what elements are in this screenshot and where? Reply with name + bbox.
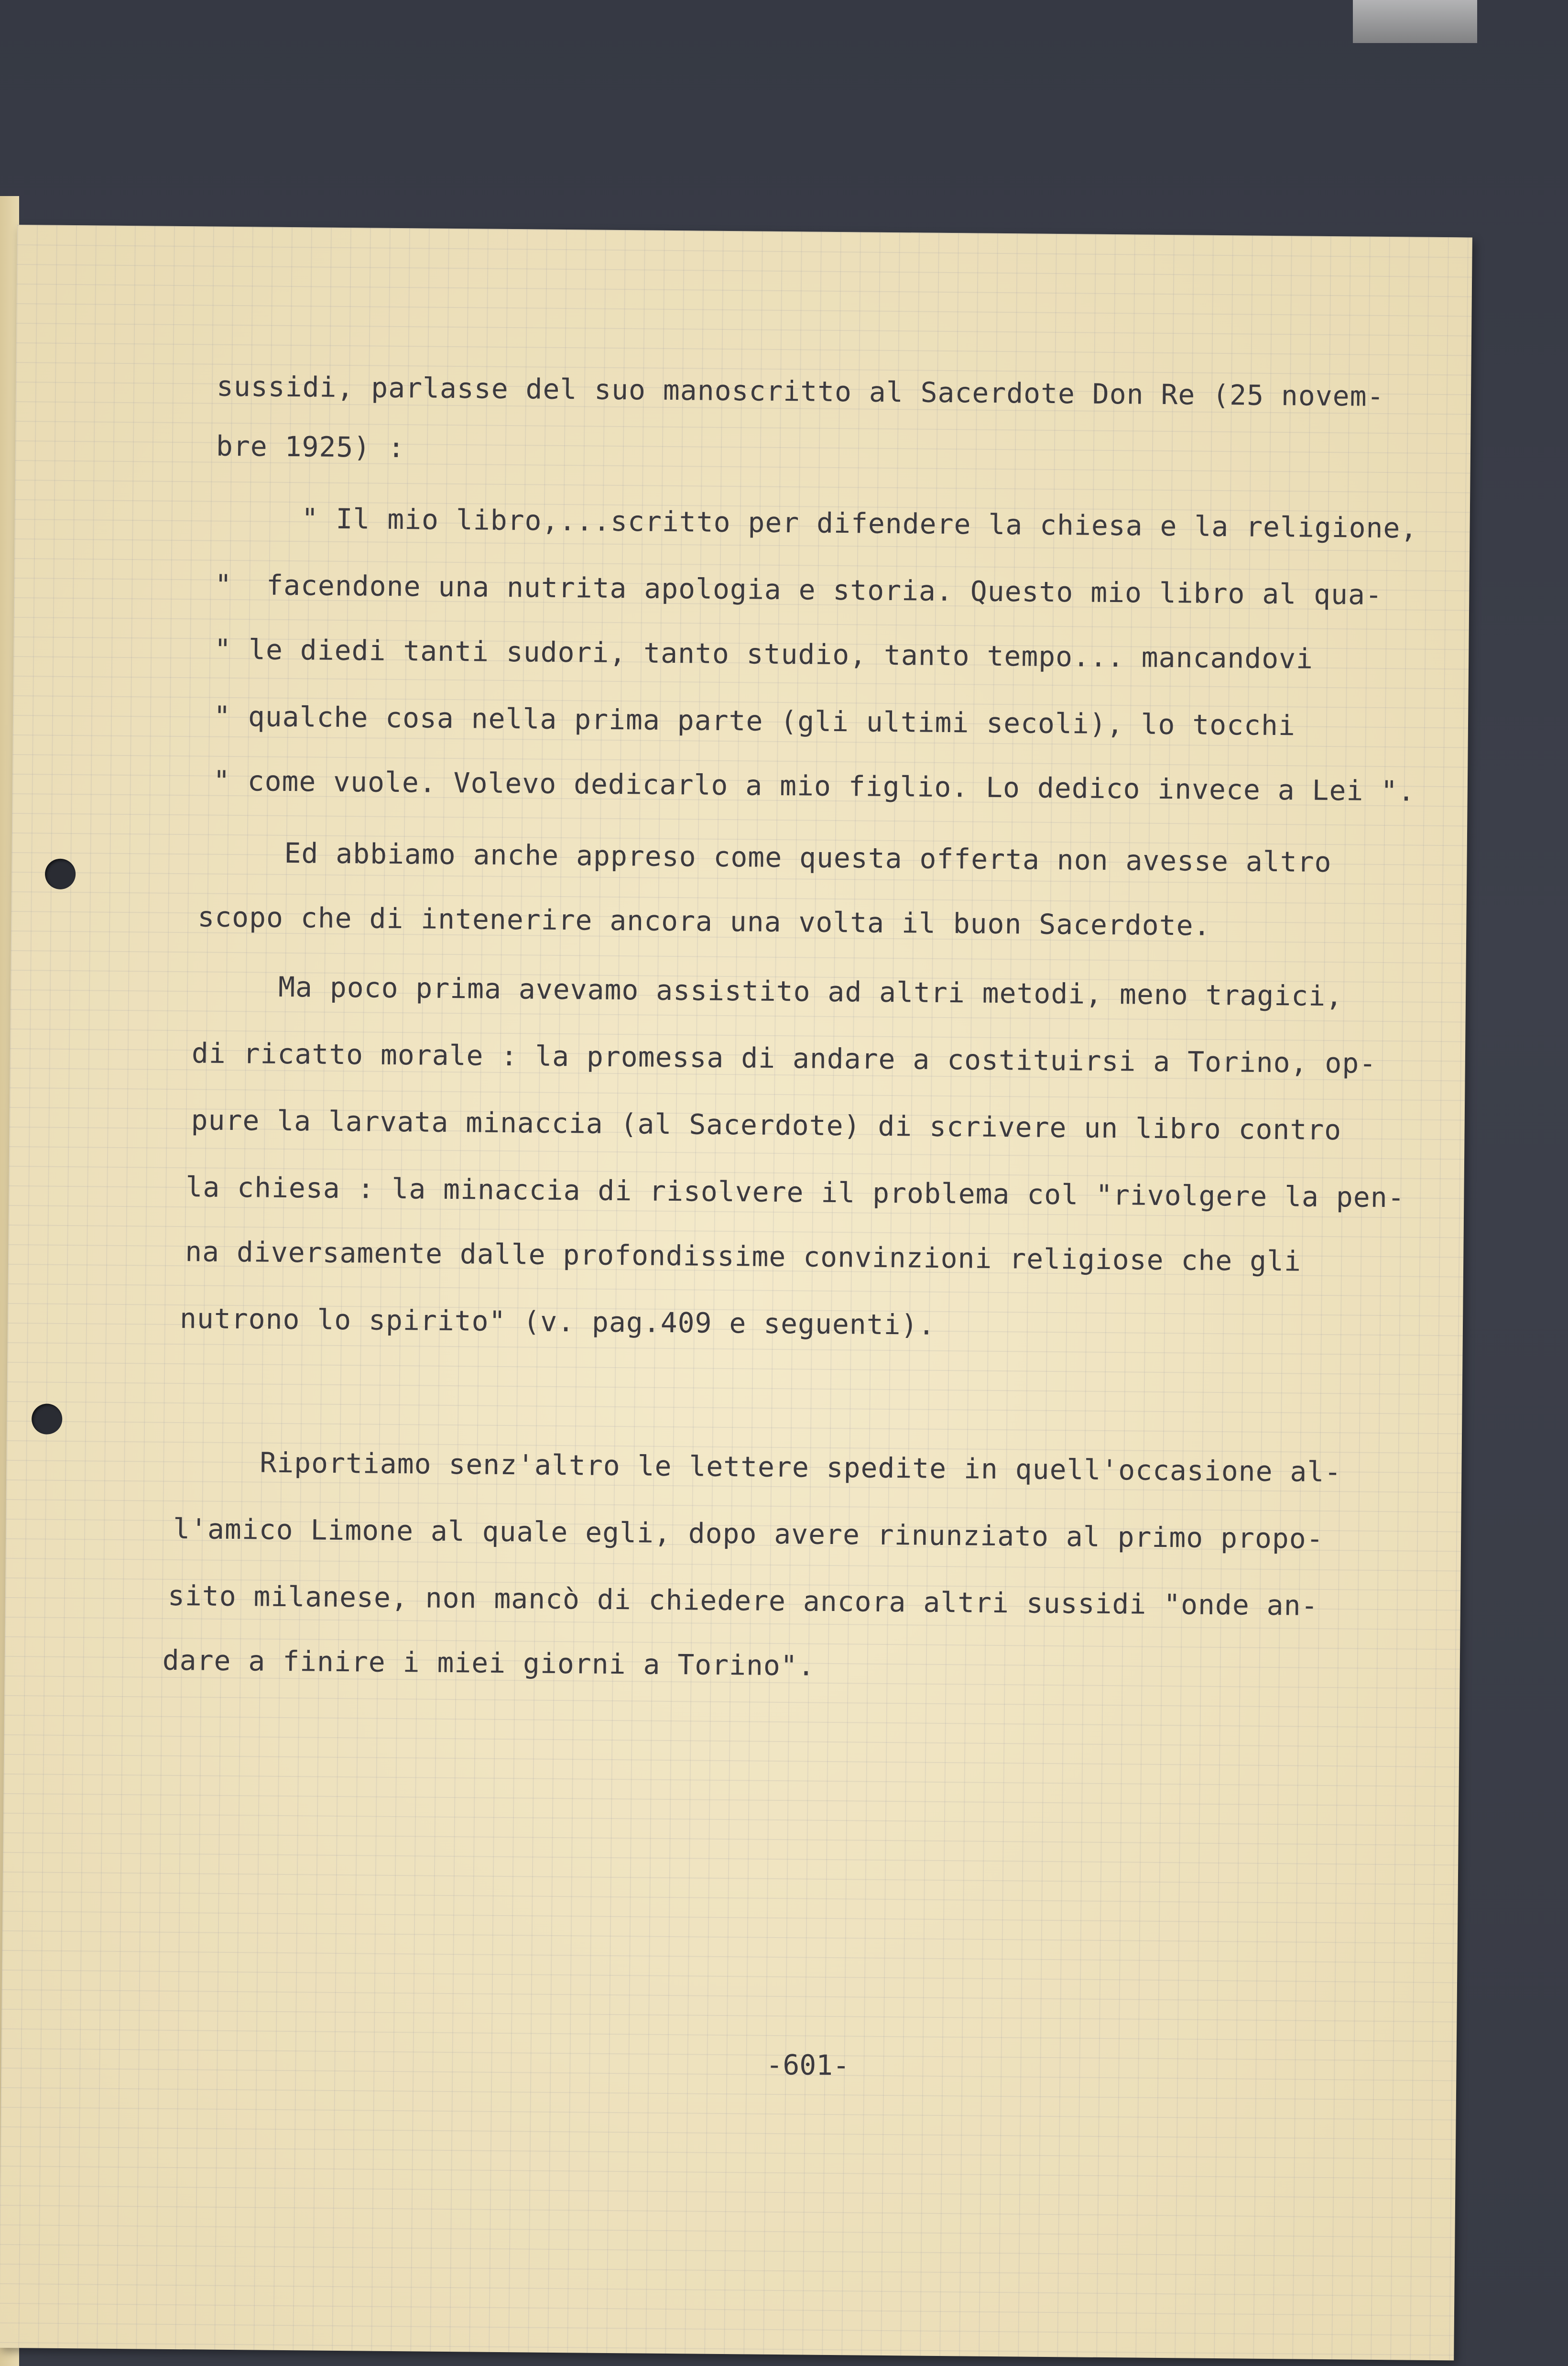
text-line: dare a finire i miei giorni a Torino". xyxy=(162,1643,815,1682)
quote-line: " qualche cosa nella prima parte (gli ultimi secoli), lo tocchi xyxy=(213,700,1296,742)
text-line: nutrono lo spirito" (v. pag.409 e seguenti). xyxy=(179,1302,936,1341)
quote-line: " le diedi tanti sudori, tanto studio, tanto tempo... mancandovi xyxy=(214,633,1314,675)
text-line: Riportiamo senz'altro le lettere spedite in quell'occasione al- xyxy=(260,1446,1342,1489)
text-line: pure la larvata minaccia (al Sacerdote) di scrivere un libro contro xyxy=(191,1104,1342,1147)
binder-hole-bottom xyxy=(32,1403,63,1435)
text-line: bre 1925) : xyxy=(216,429,405,464)
text-line: la chiesa : la minaccia di risolvere il problema col "rivolgere la pen- xyxy=(185,1171,1405,1214)
quote-line: " facendone una nutrita apologia e storia. Questo mio libro al qua- xyxy=(215,568,1383,611)
archive-tag xyxy=(1353,0,1477,43)
quote-line: " come vuole. Volevo dedicarlo a mio figlio. Lo dedico invece a Lei ". xyxy=(213,764,1416,808)
text-line: scopo che di intenerire ancora una volta il buon Sacerdote. xyxy=(197,900,1211,942)
text-line: Ed abbiamo anche appreso come questa offerta non avesse altro xyxy=(284,836,1332,879)
text-line: sussidi, parlasse del suo manoscritto al Sacerdote Don Re (25 novem- xyxy=(216,370,1384,413)
page-body xyxy=(11,225,1418,1682)
text-line: l'amico Limone al quale egli, dopo avere rinunziato al primo propo- xyxy=(173,1512,1324,1555)
typewritten-page xyxy=(0,225,1472,2360)
text-line: Ma poco prima avevamo assistito ad altri metodi, meno tragici, xyxy=(278,970,1343,1013)
text-line: sito milanese, non mancò di chiedere ancora altri sussidi "onde an- xyxy=(167,1579,1318,1622)
page-number: -601- xyxy=(766,2048,850,2082)
text-line: di ricatto morale : la promessa di andare a costituirsi a Torino, op- xyxy=(191,1037,1377,1080)
quote-line: " Il mio libro,...scritto per difendere la chiesa e la religione, xyxy=(301,502,1418,545)
text-line: na diversamente dalle profondissime convinzioni religiose che gli xyxy=(185,1235,1302,1278)
